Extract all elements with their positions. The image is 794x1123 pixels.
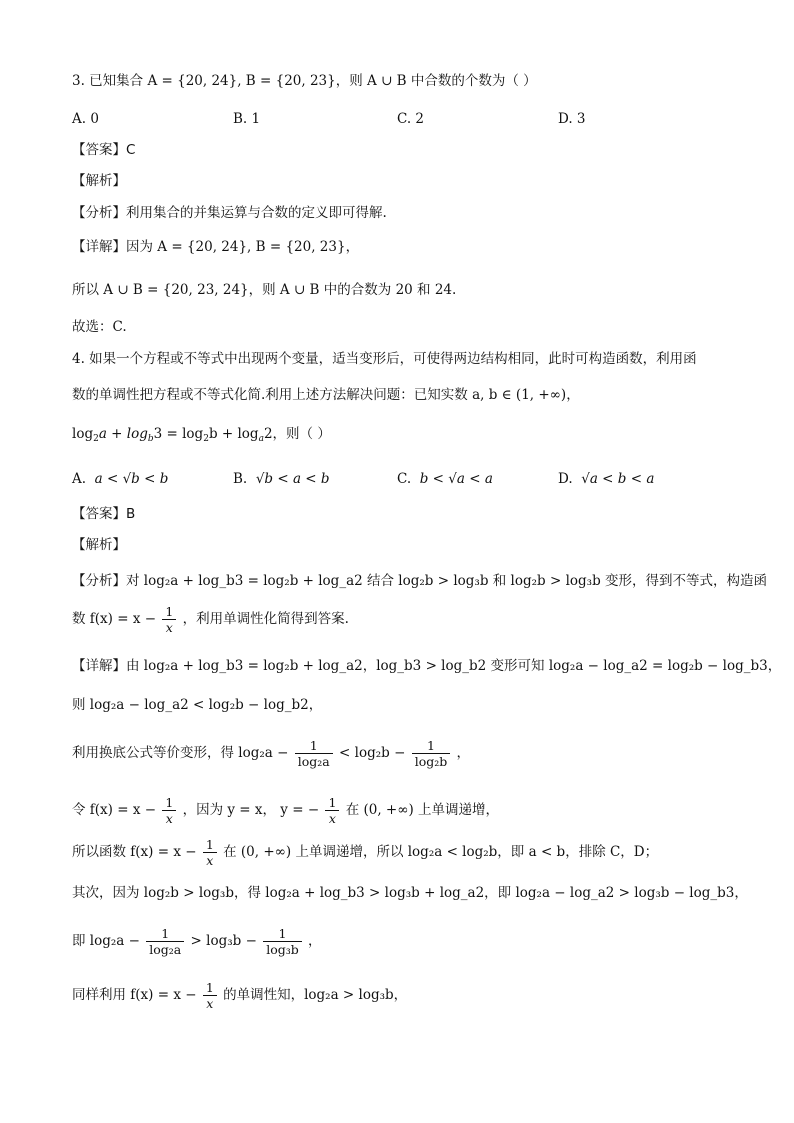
q4-analysis-line2: 数 f(x) = x − $\frac{1}{x}$ ，利用单调性化简得到答案. [72, 604, 349, 635]
q4-detail-line2: 则 log₂a − log_a2 < log₂b − log_b2， [72, 697, 323, 713]
q4-option-b: B. √b < a < b [233, 471, 330, 487]
q4-option-d: D. √a < b < a [558, 471, 655, 487]
q4-jiexi: 【解析】 [72, 537, 126, 553]
q4-question-line2: 数的单调性把方程或不等式化简.利用上述方法解决问题：已知实数 a, b ∈ (1, +∞)， [72, 387, 580, 403]
q3-option-d: D. 3 [558, 111, 586, 127]
q3-question: 3. 已知集合 A = {20, 24}, B = {20, 23}，则 A ∪ B 中合数的个数为（ ） [72, 73, 537, 89]
q4-detail-line7: 即 log₂a − $\frac{1}{\text{log₂a}}$ > log₃b − $\frac{1}{\text{log₃b}}$ ， [72, 926, 322, 957]
fraction-1-over-log2b: $\frac{1}{\text{log₂b}}$ [412, 738, 451, 769]
q3-answer: 【答案】C [72, 142, 136, 158]
q3-analysis: 【分析】利用集合的并集运算与合数的定义即可得解. [72, 205, 387, 221]
q4-option-c: C. b < √a < a [397, 471, 493, 487]
q4-analysis-line1: 【分析】对 log₂a + log_b3 = log₂b + log_a2 结合 log₂b > log₃b 和 log₂b > log₃b 变形，得到不等式，构造函 [72, 573, 768, 589]
fraction-1-over-log2a: $\frac{1}{\text{log₂a}}$ [295, 738, 333, 769]
q4-detail-line4: 令 f(x) = x − $\frac{1}{x}$ ，因为 y = x， y = − $\frac{1}{x}$ 在 (0, +∞) 上单调递增， [72, 795, 500, 826]
q4-detail-line3: 利用换底公式等价变形，得 log₂a − $\frac{1}{\text{log₂a}}$ < log₂b − $\frac{1}{\text{log₂b}}$ ， [72, 738, 471, 769]
q3-option-a: A. 0 [72, 111, 99, 127]
q4-detail-line1: 【详解】由 log₂a + log_b3 = log₂b + log_a2，log_b3 > log_b2 变形可知 log₂a − log_a2 = log₂b − log_b3， [72, 658, 782, 674]
q3-conclusion: 故选：C. [72, 319, 127, 335]
q4-detail-line8: 同样利用 f(x) = x − $\frac{1}{x}$ 的单调性知，log₂a > log₃b， [72, 980, 408, 1011]
q3-option-c: C. 2 [397, 111, 425, 127]
q3-union-line: 所以 A ∪ B = {20, 23, 24}，则 A ∪ B 中的合数为 20 和 24. [72, 282, 457, 298]
q3-detail: 【详解】因为 A = {20, 24}, B = {20, 23}， [72, 239, 360, 255]
q4-question-line1: 4. 如果一个方程或不等式中出现两个变量，适当变形后，可使得两边结构相同，此时可构造函数，利用函 [72, 351, 697, 367]
q4-option-a: A. a < √b < b [72, 471, 169, 487]
q3-jiexi: 【解析】 [72, 173, 126, 189]
q4-equation-line: $\log_2a + \log_b3 = \log_2b + \log_a2$，则（ ） [72, 426, 331, 444]
fraction-1-over-x: $\frac{1}{x}$ [162, 604, 176, 635]
q4-answer: 【答案】B [72, 506, 136, 522]
q4-detail-line5: 所以函数 f(x) = x − $\frac{1}{x}$ 在 (0, +∞) 上单调递增，所以 log₂a < log₂b，即 a < b，排除 C，D； [72, 837, 659, 868]
q4-detail-line6: 其次，因为 log₂b > log₃b，得 log₂a + log_b3 > log₃b + log_a2，即 log₂a − log_a2 > log₃b − log_b3， [72, 885, 748, 901]
q3-option-b: B. 1 [233, 111, 261, 127]
